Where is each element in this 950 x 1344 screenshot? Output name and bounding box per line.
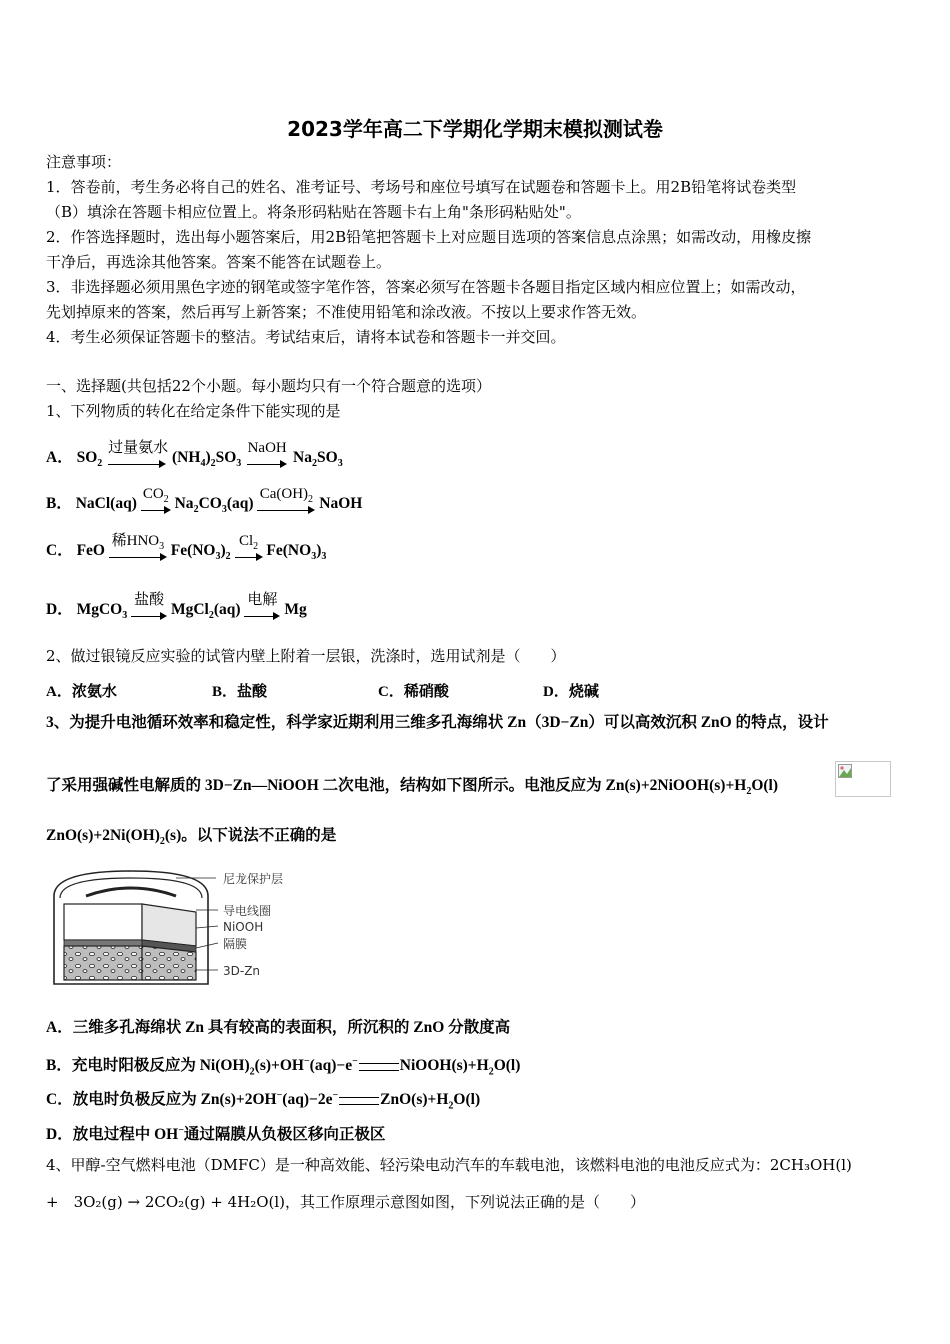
label-nylon: 尼龙保护层 [223, 872, 284, 886]
reaction-arrow: $Ca(OH)_2$ [257, 500, 315, 520]
notice-heading: 注意事项： [46, 153, 122, 171]
notice-line: 3．非选择题必须用黑色字迹的钢笔或签字笔作答，答案必须写在答题卡各题目指定区域内相应位置上；如需改动， [46, 278, 806, 296]
notice-line: 4．考生必须保证答题卡的整洁。考试结束后，请将本试卷和答题卡一并交回。 [46, 328, 566, 346]
notice-line: （B）填涂在答题卡相应位置上。将条形码粘贴在答题卡右上角"条形码粘贴处"。 [46, 203, 581, 221]
q4-stem-line2: + 3O₂(g) → 2CO₂(g) + 4H₂O(l)，其工作原理示意图如图，下列说法正确的是（ ） [46, 1193, 646, 1211]
q1-stem: 1、下列物质的转化在给定条件下能实现的是 [46, 402, 341, 420]
q3-stem-line3: $ZnO(s)+2Ni(OH)_2(s)$。以下说法不正确的是 [46, 827, 337, 848]
q1-option-c: C． FeO 稀$HNO_3$ $Fe(NO_3)_2$ $Cl_2$ $Fe(NO_3)_3$ [46, 541, 326, 567]
q2-stem: 2、做过银镜反应实验的试管内壁上附着一层银，洗涤时，选用试剂是（ ） [46, 647, 566, 665]
reaction-arrow: $Cl_2$ [235, 547, 263, 567]
label-3dzn: 3D-Zn [223, 964, 261, 978]
q3-option-b: B．充电时阳极反应为 $Ni(OH)_2(s)+OH^-(aq)-e^-$ $NiOOH(s)+H_2O(l)$ [46, 1056, 521, 1078]
notice-line: 1．答卷前，考生务必将自己的姓名、准考证号、考场号和座位号填写在试题卷和答题卡上。用2B铅笔将试卷类型 [46, 178, 797, 196]
q3-option-c: C．放电时负极反应为 Zn(s)+2OH−(aq)−2e− $ZnO(s)+H_2O(l)$ [46, 1090, 481, 1112]
notice-line: 先划掉原来的答案，然后再写上新答案；不准使用铅笔和涂改液。不按以上要求作答无效。 [46, 303, 647, 321]
reaction-arrow: NaOH [247, 454, 287, 474]
q2-option-d: D．烧碱 [543, 684, 599, 700]
reaction-arrow: $CO_2$ [141, 500, 171, 520]
q1-option-b: B． NaCl(aq) $CO_2$ $Na_2CO_3(aq)$ $Ca(OH)_2$ NaOH [46, 494, 362, 520]
q2-option-b: B．盐酸 [212, 684, 268, 700]
label-niooh: NiOOH [223, 920, 264, 934]
reaction-arrow: 电解 [244, 606, 280, 626]
q3-option-a: A．三维多孔海绵状 Zn 具有较高的表面积，所沉积的 ZnO 分散度高 [46, 1019, 511, 1036]
q2-option-c: C．稀硝酸 [378, 684, 449, 700]
reaction-arrow: 盐酸 [131, 606, 167, 626]
section-heading: 一、选择题(共包括22个小题。每小题均只有一个符合题意的选项） [46, 377, 491, 395]
reaction-arrow: 过量氨水 [108, 454, 166, 474]
q1-option-a: A． $SO_2$ 过量氨水 $(NH_4)_2SO_3$ NaOH $Na_2SO_3$ [46, 448, 343, 474]
q3-stem-line2: 了采用强碱性电解质的 3D−Zn—NiOOH 二次电池，结构如下图所示。电池反应为 $Zn(s)+2NiOOH(s)+H_2O(l)$ [46, 777, 779, 798]
reaction-arrow: 稀$HNO_3$ [109, 547, 167, 567]
notice-line: 2．作答选择题时，选出每小题答案后，用2B铅笔把答题卡上对应题目选项的答案信息点涂黑；如需改动，用橡皮擦 [46, 228, 812, 246]
broken-image-icon [835, 761, 891, 797]
label-coil: 导电线圈 [223, 904, 272, 918]
q4-stem-line1: 4、甲醇-空气燃料电池（DMFC）是一种高效能、轻污染电动汽车的车载电池，该燃料电池的电池反应式为：2CH₃OH(l) [46, 1156, 852, 1174]
battery-diagram [46, 866, 316, 996]
label-separator: 隔膜 [223, 937, 248, 951]
q3-stem-line1: 3、为提升电池循环效率和稳定性，科学家近期利用三维多孔海绵状 Zn（3D−Zn）可以高效沉积 ZnO 的特点，设计 [46, 714, 829, 731]
notice-line: 干净后，再选涂其他答案。答案不能答在试题卷上。 [46, 253, 392, 271]
page-title: 2023学年高二下学期化学期末模拟测试卷 [287, 117, 663, 141]
q2-option-a: A．浓氨水 [46, 684, 117, 700]
q1-option-d: D． MgCO$_3$ 盐酸 MgCl$_2$(aq) 电解 Mg [46, 600, 307, 626]
q3-option-d: D．放电过程中 OH−通过隔膜从负极区移向正极区 [46, 1125, 386, 1144]
